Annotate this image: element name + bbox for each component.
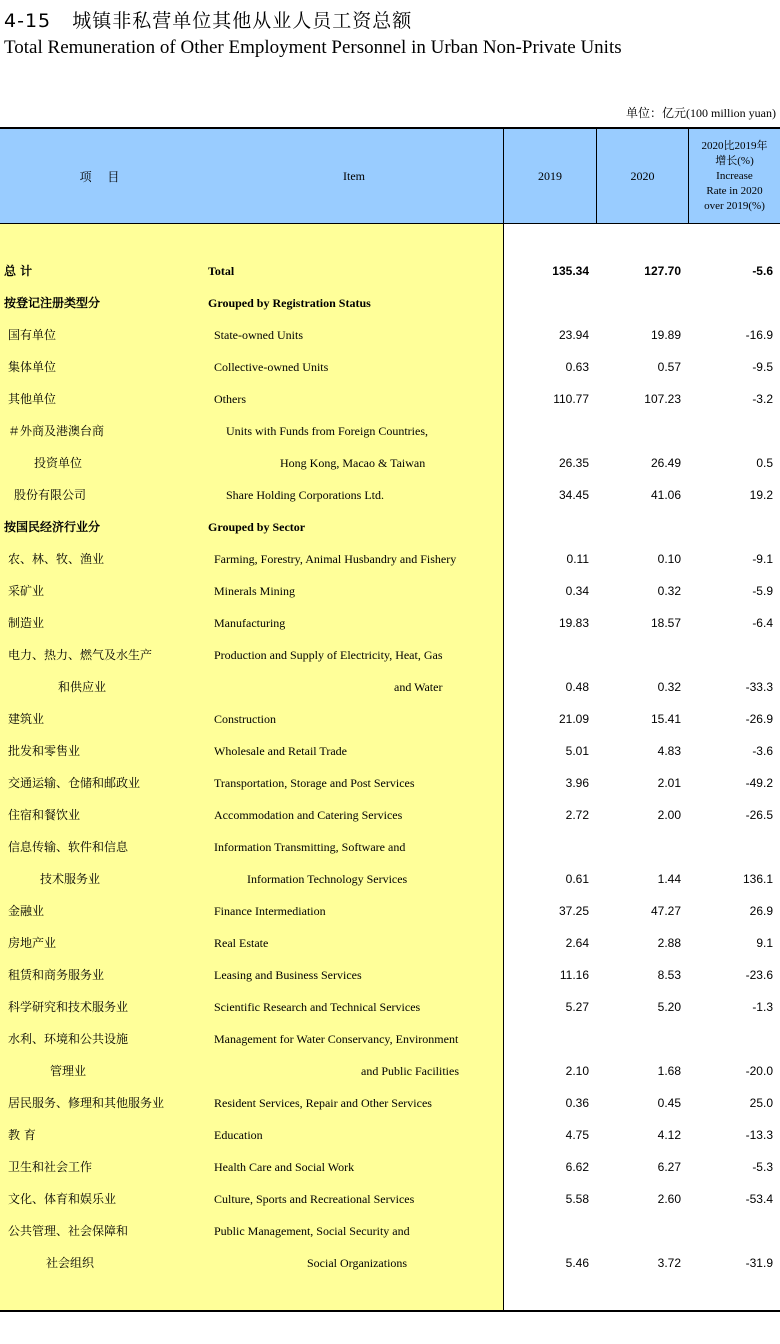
increase-rate: -53.4 [745,1192,773,1206]
row-label-cn: 制造业 [8,616,45,630]
row-label-cn: 农、林、牧、渔业 [8,552,105,566]
header-item-cn: 项 目 [79,169,126,184]
value-2019: 2.10 [565,1064,589,1078]
value-2019: 34.45 [558,488,589,502]
row-label-en: Transportation, Storage and Post Services [214,776,415,790]
table-row [0,1215,780,1247]
value-2019: 0.61 [565,872,589,886]
value-2019: 3.96 [565,776,589,790]
increase-rate: 136.1 [742,872,773,886]
row-label-cn: 采矿业 [8,584,45,598]
row-label-en: Manufacturing [214,616,286,630]
row-label-en: Public Management, Social Security and [214,1224,410,1238]
row-label-cn: 批发和零售业 [8,744,81,758]
value-2019: 0.48 [565,680,589,694]
increase-rate: -3.6 [752,744,773,758]
header-increase-rate: 2020比2019年 增长(%) Increase Rate in 2020 over 2019(%) [701,139,768,212]
table-row [0,959,780,991]
value-2019: 0.34 [565,584,589,598]
value-2019: 37.25 [558,904,589,918]
table-row [0,415,780,447]
table-row [0,1119,780,1151]
value-2019: 0.36 [565,1096,589,1110]
table-row [0,671,780,703]
row-label-en: Construction [214,712,276,726]
value-2020: 6.27 [657,1160,681,1174]
row-label-cn: 集体单位 [8,360,57,374]
table-row [0,351,780,383]
row-label-cn: 国有单位 [8,328,57,342]
increase-rate: -16.9 [745,328,773,342]
table-row [0,607,780,639]
value-2020: 0.57 [657,360,681,374]
row-label-en: Production and Supply of Electricity, Heat, Gas [214,648,443,662]
value-2020: 15.41 [650,712,681,726]
value-2019: 5.01 [565,744,589,758]
row-label-en: Farming, Forestry, Animal Husbandry and Fishery [214,552,457,566]
value-2020: 5.20 [657,1000,681,1014]
value-2020: 0.45 [657,1096,681,1110]
value-2019: 5.46 [565,1256,589,1270]
increase-rate: -31.9 [745,1256,773,1270]
table-row [0,1183,780,1215]
value-2019: 135.34 [552,264,589,278]
table-row [0,255,780,287]
row-label-en: Scientific Research and Technical Services [214,1000,421,1014]
value-2019: 19.83 [558,616,589,630]
row-label-en: Social Organizations [307,1256,408,1270]
value-2020: 2.01 [657,776,681,790]
row-label-cn: 股份有限公司 [14,488,87,502]
table-row [0,1247,780,1279]
row-label-en: Leasing and Business Services [214,968,362,982]
row-label-en: Information Technology Services [247,872,408,886]
value-2020: 0.32 [657,584,681,598]
row-label-en: Education [214,1128,263,1142]
increase-rate: -5.6 [752,264,773,278]
value-2020: 107.23 [644,392,681,406]
row-label-cn: 金融业 [8,904,45,918]
value-2019: 110.77 [553,392,589,406]
value-2020: 19.89 [650,328,681,342]
table-row [0,895,780,927]
row-label-en: Management for Water Conservancy, Environment [214,1032,459,1046]
table-row [0,735,780,767]
row-label-en: Share Holding Corporations Ltd. [226,488,384,502]
value-2019: 6.62 [565,1160,589,1174]
row-label-cn: 建筑业 [8,712,45,726]
table-row [0,1087,780,1119]
table-row [0,1151,780,1183]
row-label-cn: 社会组织 [46,1256,95,1270]
table-row [0,767,780,799]
row-label-en: Minerals Mining [214,584,295,598]
value-2020: 2.88 [657,936,681,950]
increase-rate: 19.2 [749,488,773,502]
value-2019: 0.11 [566,552,589,566]
increase-rate: -26.9 [745,712,773,726]
value-2019: 11.16 [559,968,589,982]
increase-rate: -1.3 [752,1000,773,1014]
value-2020: 0.32 [657,680,681,694]
increase-rate: -3.2 [752,392,773,406]
value-2019: 5.27 [565,1000,589,1014]
row-label-cn: 信息传输、软件和信息 [8,840,129,854]
increase-rate: -49.2 [745,776,773,790]
row-label-en: Resident Services, Repair and Other Services [214,1096,432,1110]
increase-rate: 25.0 [749,1096,773,1110]
row-label-en: Total [208,264,235,278]
table-row [0,991,780,1023]
table-title-en: Total Remuneration of Other Employment Personnel in Urban Non-Private Units [4,37,622,58]
row-label-cn: 教 育 [8,1128,36,1142]
value-2020: 1.44 [657,872,681,886]
table-row [0,575,780,607]
value-2020: 127.70 [644,264,681,278]
row-label-cn: 科学研究和技术服务业 [8,1000,129,1014]
table-row [0,863,780,895]
value-2019: 0.63 [565,360,589,374]
row-label-en: Culture, Sports and Recreational Services [214,1192,415,1206]
increase-rate: 26.9 [749,904,773,918]
row-label-en: Hong Kong, Macao & Taiwan [280,456,426,470]
value-2020: 18.57 [650,616,681,630]
row-label-en: Health Care and Social Work [214,1160,355,1174]
row-label-en: Units with Funds from Foreign Countries, [226,424,429,438]
row-label-cn: 其他单位 [8,392,57,406]
row-label-cn: 按国民经济行业分 [4,520,101,534]
row-label-cn: 电力、热力、燃气及水生产 [8,648,153,662]
value-2019: 4.75 [565,1128,589,1142]
table-row [0,639,780,671]
row-label-en: Wholesale and Retail Trade [214,744,347,758]
row-label-cn: 居民服务、修理和其他服务业 [8,1096,165,1110]
increase-rate: -9.5 [752,360,773,374]
row-label-cn: 技术服务业 [40,872,101,886]
table-row [0,383,780,415]
increase-rate: 9.1 [756,936,773,950]
table-row [0,319,780,351]
header-item-en: Item [343,168,365,183]
value-2020: 3.72 [657,1256,681,1270]
value-2020: 2.60 [657,1192,681,1206]
bottom-rule [0,1310,780,1312]
row-label-cn: 公共管理、社会保障和 [8,1224,129,1238]
increase-rate: -33.3 [745,680,773,694]
row-label-en: Real Estate [214,936,269,950]
increase-rate: -5.9 [752,584,773,598]
value-2020: 1.68 [657,1064,681,1078]
value-2020: 8.53 [657,968,681,982]
table-row [0,703,780,735]
row-label-en: State-owned Units [214,328,303,342]
value-2019: 5.58 [565,1192,589,1206]
table-row [0,799,780,831]
unit-label: 单位：亿元(100 million yuan) [626,106,776,120]
increase-rate: -5.3 [752,1160,773,1174]
row-label-en: Grouped by Sector [208,520,306,534]
value-2020: 4.12 [657,1128,681,1142]
row-label-en: Others [214,392,246,406]
table-row [0,543,780,575]
row-label-cn: 投资单位 [34,456,83,470]
row-label-en: Information Transmitting, Software and [214,840,406,854]
increase-rate: -9.1 [752,552,773,566]
value-2019: 2.64 [565,936,589,950]
table-title-cn: 4-15 城镇非私营单位其他从业人员工资总额 [4,10,413,32]
table-row [0,1023,780,1055]
increase-rate: -6.4 [752,616,773,630]
row-label-cn: 房地产业 [8,936,57,950]
increase-rate: 0.5 [756,456,773,470]
table-row [0,831,780,863]
row-label-en: and Water [394,680,443,694]
value-2020: 0.10 [657,552,681,566]
table-row [0,1055,780,1087]
increase-rate: -20.0 [745,1064,773,1078]
row-label-en: Grouped by Registration Status [208,296,371,310]
value-2020: 26.49 [650,456,681,470]
value-2019: 21.09 [558,712,589,726]
row-label-en: Accommodation and Catering Services [214,808,403,822]
row-label-cn: 卫生和社会工作 [8,1160,93,1174]
value-2019: 2.72 [565,808,589,822]
increase-rate: -13.3 [745,1128,773,1142]
table-row [0,287,780,319]
value-2019: 23.94 [558,328,589,342]
row-label-cn: 水利、环境和公共设施 [8,1032,129,1046]
value-2019: 26.35 [558,456,589,470]
row-label-en: and Public Facilities [361,1064,459,1078]
value-2020: 4.83 [657,744,681,758]
row-label-en: Finance Intermediation [214,904,326,918]
row-label-cn: 文化、体育和娱乐业 [8,1192,117,1206]
row-label-cn: 总 计 [4,264,33,278]
row-label-cn: 交通运输、仓储和邮政业 [8,776,141,790]
row-label-cn: 和供应业 [58,680,107,694]
table-row [0,927,780,959]
value-2020: 41.06 [650,488,681,502]
value-2020: 47.27 [650,904,681,918]
increase-rate: -23.6 [745,968,773,982]
value-2020: 2.00 [657,808,681,822]
increase-rate: -26.5 [745,808,773,822]
row-label-cn: 住宿和餐饮业 [8,808,81,822]
header-rule [0,223,780,224]
row-label-cn: 管理业 [50,1064,87,1078]
row-label-cn: 按登记注册类型分 [4,296,101,310]
row-label-cn: ＃外商及港澳台商 [8,424,105,438]
table-row [0,479,780,511]
header-2019: 2019 [538,168,562,183]
table-row [0,447,780,479]
row-label-en: Collective-owned Units [214,360,329,374]
header-2020: 2020 [630,168,655,183]
row-label-cn: 租赁和商务服务业 [8,968,105,982]
table-row [0,511,780,543]
